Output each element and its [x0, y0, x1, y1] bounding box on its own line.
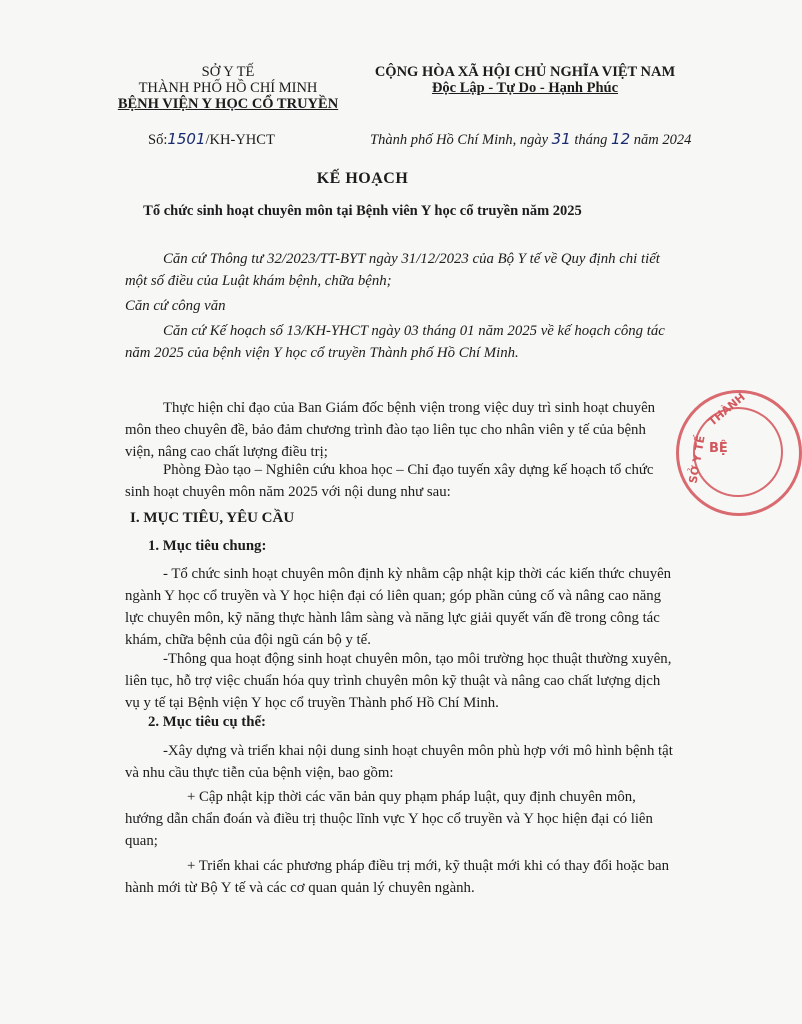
basis-paragraph-3: Căn cứ Kế hoạch số 13/KH-YHCT ngày 03 tháng 01 năm 2025 về kế hoạch công tác năm 2025 của bệnh viện Y học cổ truyền Thành phố Hồ Chí Minh.: [125, 323, 665, 361]
document-title: KẾ HOẠCH: [316, 170, 409, 187]
specific-bullet-1: + Cập nhật kịp thời các văn bản quy phạm pháp luật, quy định chuyên môn, hướng dẫn chẩn đoán và điều trị thuộc lĩnh vực Y học cổ truyền và Y học hiện đại có liên quan;: [125, 789, 653, 849]
hospital-name: BỆNH VIỆN Y HỌC CỔ TRUYỀN: [117, 96, 339, 112]
agency-line-1: SỞ Y TẾ: [201, 64, 255, 80]
basis-paragraph-2: Căn cứ công văn: [125, 298, 226, 314]
date-text-2: tháng: [570, 132, 612, 148]
seal-text-side: SỞ Y TẾ: [686, 434, 708, 485]
section-heading-1: I. MỤC TIÊU, YÊU CẦU: [130, 510, 295, 526]
subsection-heading-2: 2. Mục tiêu cụ thể:: [148, 714, 266, 730]
seal-inner-ring: [693, 407, 783, 497]
general-objective-2: -Thông qua hoạt động sinh hoạt chuyên môn, tạo môi trường học thuật thường xuyên, liên tục, hỗ trợ việc chuẩn hóa quy trình chuyên môn kỹ thuật và nâng cao chất lượng dịch vụ y tế tại Bệnh viện Y học cổ truyền Thành phố Hồ Chí Minh.: [125, 651, 672, 711]
basis-paragraph-1: Căn cứ Thông tư 32/2023/TT-BYT ngày 31/12/2023 của Bộ Y tế về Quy định chi tiết một số điều của Luật khám bệnh, chữa bệnh;: [125, 251, 660, 289]
national-motto-block: [360, 64, 690, 96]
handwritten-month: 12: [611, 130, 631, 148]
number-suffix: /KH-YHCT: [205, 132, 275, 148]
motto-text: Độc Lập - Tự Do - Hạnh Phúc: [431, 80, 619, 96]
agency-line-2: THÀNH PHỐ HỒ CHÍ MINH: [138, 80, 318, 96]
seal-text-inner: BỆ: [709, 441, 728, 456]
subsection-heading-1: 1. Mục tiêu chung:: [148, 538, 267, 554]
agency-line-3: [108, 96, 348, 112]
document-subtitle: Tổ chức sinh hoạt chuyên môn tại Bệnh viên Y học cổ truyền năm 2025: [143, 203, 582, 219]
document-date: [370, 130, 691, 149]
date-text-1: Thành phố Hồ Chí Minh, ngày: [370, 132, 552, 148]
general-objective-1: - Tổ chức sinh hoạt chuyên môn định kỳ nhằm cập nhật kịp thời các kiến thức chuyên ngành Y học cổ truyền và Y học hiện đại có liên quan; góp phần củng cố và nâng cao năng lực chuyên môn, kỹ năng thực hành lâm sàng và năng lực giải quyết vấn đề trong công tác khám, chữa bệnh của đội ngũ cán bộ y tế.: [125, 566, 672, 648]
intro-paragraph-1: Thực hiện chỉ đạo của Ban Giám đốc bệnh viện trong việc duy trì sinh hoạt chuyên môn theo chuyên đề, bảo đảm chương trình đào tạo liên tục cho nhân viên y tế của bệnh viện, nâng cao chất lượng điều trị;: [125, 400, 656, 460]
handwritten-day: 31: [551, 130, 571, 148]
specific-objective-1: -Xây dựng và triển khai nội dung sinh hoạt chuyên môn phù hợp với mô hình bệnh tật và nhu cầu thực tiễn của bệnh viện, bao gồm:: [125, 743, 673, 781]
country-name: CỘNG HÒA XÃ HỘI CHỦ NGHĨA VIỆT NAM: [374, 64, 676, 80]
document-number: [148, 130, 275, 149]
motto: [360, 80, 690, 96]
date-text-3: năm 2024: [630, 132, 692, 148]
specific-bullet-2: + Triển khai các phương pháp điều trị mới, kỹ thuật mới khi có thay đổi hoặc ban hành mới từ Bộ Y tế và các cơ quan quản lý chuyên ngành.: [125, 858, 670, 896]
issuing-agency-block: [108, 64, 348, 112]
number-prefix: Số:: [148, 132, 168, 148]
intro-paragraph-2: Phòng Đào tạo – Nghiên cứu khoa học – Chỉ đạo tuyến xây dựng kế hoạch tổ chức sinh hoạt chuyên môn năm 2025 với nội dung như sau:: [125, 462, 654, 500]
official-seal: [676, 390, 802, 516]
handwritten-number: 1501: [167, 130, 206, 148]
seal-text-top: THÀNH: [705, 390, 748, 429]
